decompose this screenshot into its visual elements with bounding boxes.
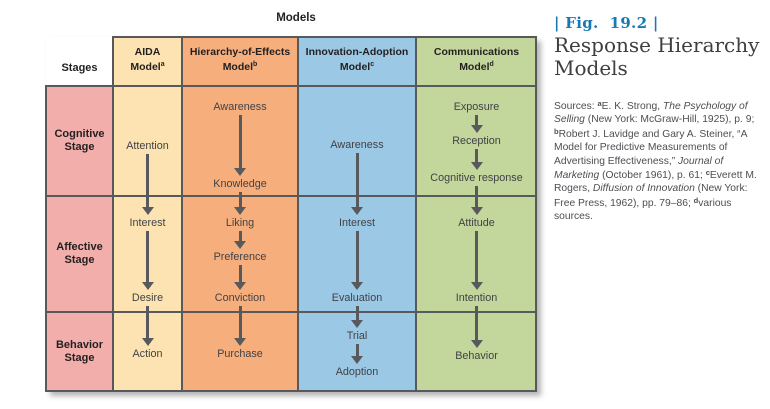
step-label-aida-3: Action [132, 348, 163, 360]
down-arrow-stem [356, 306, 359, 321]
column-header-line1: Innovation-Adoption [305, 46, 409, 59]
down-arrow-head [234, 207, 246, 215]
step-label-hierarchy-5: Purchase [217, 348, 263, 360]
step-label-aida-2: Desire [131, 292, 164, 304]
source-italic-segment: The Psychology of Selling [554, 101, 748, 126]
source-segment: Everett M. Rogers, [554, 169, 757, 195]
down-arrow-head [351, 282, 363, 290]
down-arrow-head [142, 207, 154, 215]
down-arrow-head [351, 320, 363, 328]
step-label-communications-4: Intention [455, 292, 498, 304]
down-arrow-stem [356, 231, 359, 283]
header-superscript: b [253, 61, 258, 68]
grid-line-h [45, 195, 537, 197]
down-arrow-head [471, 162, 483, 170]
down-arrow-head [142, 282, 154, 290]
step-label-communications-5: Behavior [455, 350, 498, 362]
column-header-line2: Model$^b$ [222, 61, 258, 73]
down-arrow-head [234, 241, 246, 249]
column-header-line2: Model$^c$ [339, 61, 375, 73]
step-label-innovation-4: Adoption [335, 366, 379, 378]
header-superscript: d [489, 61, 494, 68]
column-header-hierarchy [182, 36, 298, 85]
step-label-hierarchy-2: Liking [225, 217, 255, 229]
down-arrow-stem [239, 265, 242, 283]
down-arrow-head [234, 168, 246, 176]
grid-line-v [535, 36, 537, 392]
step-label-hierarchy-4: Conviction [214, 292, 266, 304]
source-italic-segment: Diffusion of Innovation [592, 183, 695, 195]
grid-line-h [45, 311, 537, 313]
stage-label-0: Cognitive Stage [54, 128, 105, 153]
source-segment: various sources. [554, 197, 732, 222]
step-label-aida-0: Attention [126, 140, 169, 152]
grid-line-v [415, 36, 417, 392]
source-superscript: d [693, 195, 699, 205]
sources-paragraph [554, 99, 767, 223]
step-label-communications-2: Cognitive response [430, 172, 523, 184]
down-arrow-head [471, 282, 483, 290]
step-label-innovation-1: Interest [338, 217, 375, 229]
step-label-communications-1: Reception [452, 135, 501, 147]
grid-line-h [112, 36, 537, 38]
stages-title: Stages [61, 62, 98, 74]
down-arrow-head [351, 356, 363, 364]
source-segment: (New York: McGraw-Hill, 1925), p. 9; [584, 114, 755, 126]
source-italic-segment: Journal of Marketing [554, 155, 724, 181]
column-header-line1: AIDA [134, 46, 161, 59]
header-superscript: c [370, 61, 375, 68]
column-header-line2: Model$^d$ [459, 61, 494, 73]
down-arrow-head [351, 207, 363, 215]
source-segment: (October 1961), p. 61; [599, 169, 706, 181]
step-label-aida-1: Interest [129, 217, 166, 229]
column-header-communications [416, 36, 537, 85]
down-arrow-head [234, 282, 246, 290]
header-superscript: a [160, 61, 165, 68]
down-arrow-stem [475, 231, 478, 283]
column-header-line1: Hierarchy-of-Effects [189, 46, 291, 59]
source-segment: Sources: [554, 101, 598, 112]
down-arrow-head [142, 338, 154, 346]
down-arrow-stem [356, 153, 359, 208]
column-header-line2: Model$^a$ [130, 61, 165, 73]
down-arrow-stem [475, 149, 478, 163]
stage-label-1: Affective Stage [56, 241, 103, 266]
down-arrow-stem [239, 115, 242, 169]
step-label-communications-3: Attitude [458, 217, 495, 229]
step-label-communications-0: Exposure [453, 101, 500, 113]
down-arrow-head [471, 207, 483, 215]
column-header-line1: Communications [433, 46, 520, 59]
models-title: Models [276, 12, 316, 24]
grid-line-v [112, 36, 114, 392]
grid-line-v [181, 36, 183, 392]
source-segment: Robert J. Lavidge and Gary A. Steiner, “A Model for Predictive Measurements of Advertising Effectiveness,” [554, 128, 747, 167]
step-label-innovation-2: Evaluation [331, 292, 383, 304]
stage-label-2: Behavior Stage [55, 339, 104, 364]
figure-title: Response Hierarchy Models [554, 33, 760, 81]
down-arrow-head [234, 338, 246, 346]
column-header-innovation [298, 36, 416, 85]
step-label-hierarchy-0: Awareness [213, 101, 267, 113]
grid-line-h [45, 390, 537, 392]
step-label-hierarchy-1: Knowledge [213, 178, 267, 190]
source-superscript: b [554, 126, 559, 136]
grid-line-v [297, 36, 299, 392]
down-arrow-stem [146, 231, 149, 283]
step-label-innovation-3: Trial [346, 330, 368, 342]
figure-number-label: | Fig. 19.2 | [554, 14, 659, 32]
source-segment: (New York: Free Press, 1962), pp. 79–86; [554, 183, 748, 209]
source-segment: E. K. Strong, [601, 101, 663, 112]
down-arrow-head [471, 125, 483, 133]
down-arrow-head [471, 340, 483, 348]
source-superscript: a [597, 99, 602, 108]
step-label-hierarchy-3: Preference [213, 251, 267, 263]
down-arrow-stem [146, 154, 149, 208]
source-superscript: c [705, 167, 710, 177]
grid-line-h [45, 85, 537, 87]
down-arrow-stem [475, 186, 478, 208]
grid-line-v [45, 85, 47, 392]
column-header-aida [113, 36, 182, 85]
step-label-innovation-0: Awareness [330, 139, 384, 151]
